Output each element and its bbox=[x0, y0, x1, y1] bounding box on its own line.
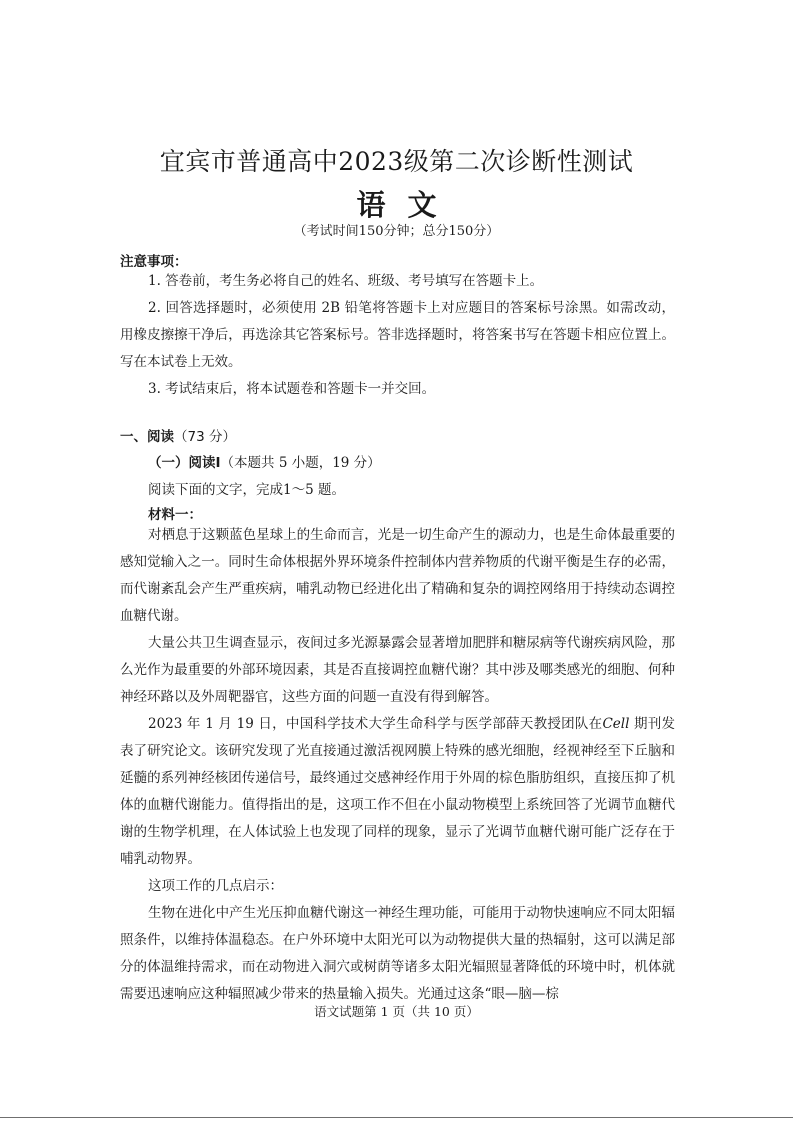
notice-item: 3. 考试结束后，将本试题卷和答题卡一并交回。 bbox=[148, 381, 436, 397]
material-heading: 材料一： bbox=[148, 507, 202, 523]
exam-title: 宜宾市普通高中2023级第二次诊断性测试 bbox=[159, 147, 634, 176]
article-paragraph: 对栖息于这颗蓝色星球上的生命而言，光是一切生命产生的源动力，也是生命体最重要的感知觉输入之一。同时生命体根据外界环境条件控制体内营养物质的代谢平衡是生存的必需，而代谢紊乱会产生严重疾病，哺乳动物已经进化出了精确和复杂的调控网络用于持续动态调控血糖代谢。 bbox=[120, 527, 675, 624]
notice-item: 1. 答卷前，考生务必将自己的姓名、班级、考号填写在答题卡上。 bbox=[148, 273, 544, 289]
exam-info: （考试时间150分钟；总分150分） bbox=[293, 224, 500, 239]
subsection-title: （一）阅读Ⅰ bbox=[148, 455, 221, 471]
section-title: 一、阅读 bbox=[120, 429, 174, 445]
article-paragraph: 大量公共卫生调查显示，夜间过多光源暴露会显著增加肥胖和糖尿病等代谢疾病风险，那么光作为最重要的外部环境因素，其是否直接调控血糖代谢？其中涉及哪类感光的细胞、何种神经环路以及外周靶器官，这些方面的问题一直没有得到解答。 bbox=[120, 635, 675, 705]
reading-instruction: 阅读下面的文字，完成1～5 题。 bbox=[148, 482, 345, 498]
section-heading bbox=[120, 425, 236, 445]
paragraph-text: 期刊发表了研究论文。该研究发现了光直接通过激活视网膜上特殊的感光细胞，经视神经至下丘脑和延髓的系列神经核团传递信号，最终通过交感神经作用于外周的棕色脂肪组织，直接压抑了机体的血糖代谢能力。值得指出的是，这项工作不但在小鼠动物模型上系统回答了光调节血糖代谢的生物学机理，在人体试验上也发现了同样的现象，显示了光调节血糖代谢可能广泛存在于哺乳动物界。 bbox=[120, 716, 675, 867]
article-paragraph bbox=[120, 711, 675, 873]
paragraph-text: 2023 年 1 月 19 日，中国科学技术大学生命科学与医学部薛天教授团队在 bbox=[148, 716, 603, 732]
journal-name: Cell bbox=[602, 716, 630, 732]
notice-item: 2. 回答选择题时，必须使用 2B 铅笔将答题卡上对应题目的答案标号涂黑。如需改动，用橡皮擦擦干净后，再选涂其它答案标号。答非选择题时，将答案书写在答题卡相应位置上。写在本试卷上无效。 bbox=[120, 300, 675, 370]
subsection-heading bbox=[148, 451, 381, 471]
page-footer: 语文试题第 1 页（共 10 页） bbox=[314, 1004, 479, 1019]
article-paragraph: 生物在进化中产生光压抑血糖代谢这一神经生理功能，可能用于动物快速响应不同太阳辐照条件，以维持体温稳态。在户外环境中太阳光可以为动物提供大量的热辐射，这可以满足部分的体温维持需求，而在动物进入洞穴或树荫等诸多太阳光辐照显著降低的环境中时，机体就需要迅速响应这种辐照减少带来的热量输入损失。光通过这条“眼—脑—棕 bbox=[120, 905, 675, 1002]
subject-title: 语文 bbox=[356, 188, 459, 222]
notice-heading: 注意事项： bbox=[120, 254, 188, 270]
subsection-note: （本题共 5 小题，19 分） bbox=[220, 455, 381, 471]
article-body bbox=[120, 522, 675, 1008]
article-paragraph: 这项工作的几点启示： bbox=[148, 878, 283, 894]
notice-list bbox=[120, 268, 675, 403]
bottom-divider bbox=[0, 1117, 793, 1118]
section-score: （73 分） bbox=[174, 429, 236, 445]
